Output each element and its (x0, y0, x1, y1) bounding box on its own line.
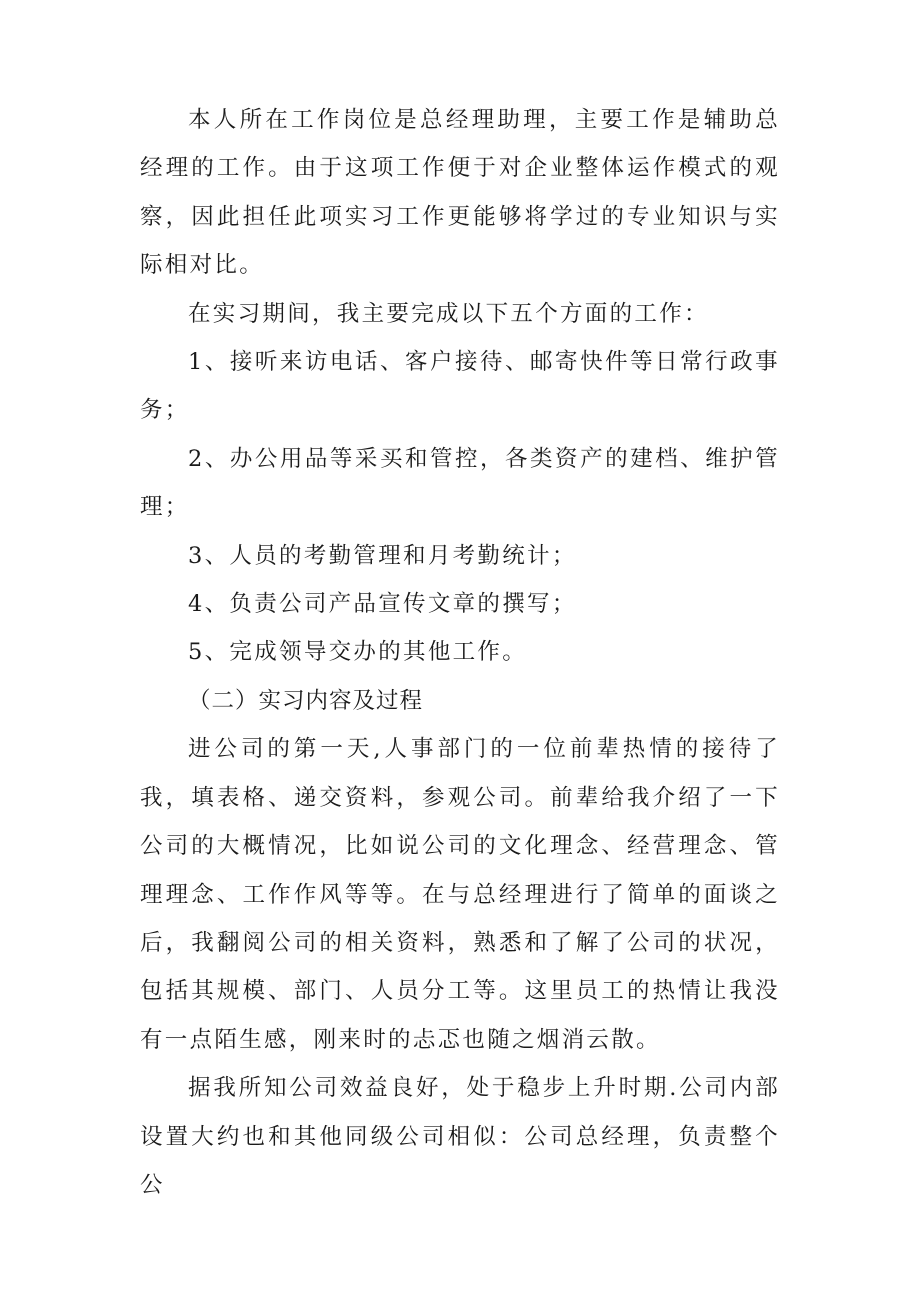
paragraph-work-intro: 在实习期间，我主要完成以下五个方面的工作： (188, 300, 709, 327)
paragraph-job-position: 本人所在工作岗位是总经理助理，主要工作是辅助总经理的工作。由于这项工作便于对企业整体运作模式的观察，因此担任此项实习工作更能够将学过的专业知识与实际相对比。 (140, 107, 780, 279)
paragraph-first-day: 进公司的第一天,人事部门的一位前辈热情的接待了我，填表格、递交资料，参观公司。前辈给我介绍了一下公司的大概情况，比如说公司的文化理念、经营理念、管理理念、工作作风等等。在与总经理进行了简单的面谈之后，我翻阅公司的相关资料，熟悉和了解了公司的状况，包括其规模、部门、人员分工等。这里员工的热情让我没有一点陌生感，刚来时的忐忑也随之烟消云散。 (140, 736, 780, 1053)
list-item-3: 3、人员的考勤管理和月考勤统计； (188, 542, 577, 569)
list-item-1: 1、接听来访电话、客户接待、邮寄快件等日常行政事务； (140, 349, 780, 424)
paragraph-company-structure: 据我所知公司效益良好，处于稳步上升时期.公司内部设置大约也和其他同级公司相似：公司总经理，负责整个公 (140, 1075, 780, 1198)
section-heading: （二）实习内容及过程 (188, 687, 424, 714)
list-item-4: 4、负责公司产品宣传文章的撰写； (188, 591, 577, 618)
list-item-2: 2、办公用品等采买和管控，各类资产的建档、维护管理； (140, 445, 780, 521)
list-item-5: 5、完成领导交办的其他工作。 (188, 639, 528, 666)
document-body (140, 96, 780, 1209)
